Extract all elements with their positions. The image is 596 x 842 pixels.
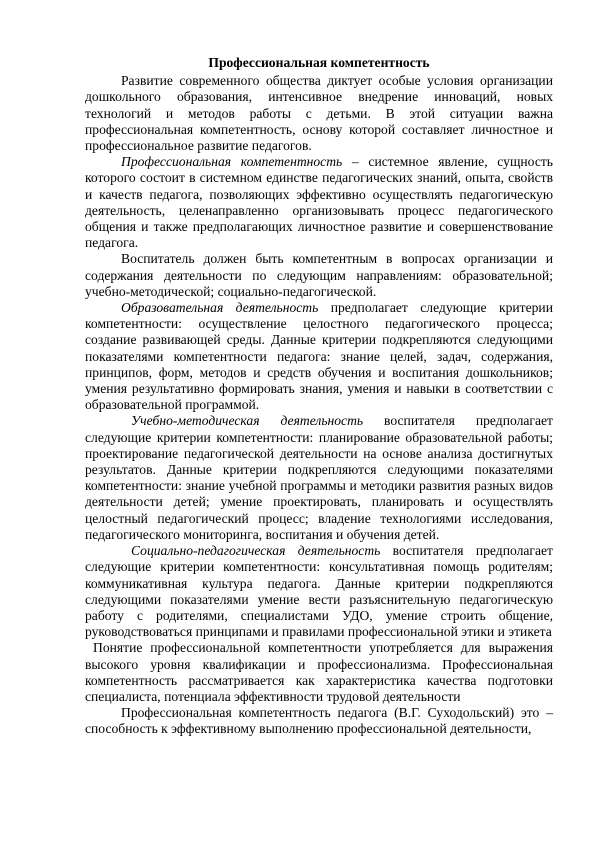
- document-title: Профессиональная компетентность: [208, 55, 430, 70]
- paragraph-social: [85, 543, 553, 640]
- paragraph-educational: [85, 300, 553, 413]
- paragraph-text: предполагает следующие критерии компетентности: осуществление целостного педагогического процесса; создание развивающей среды. Данные критерии подкрепляются следующими показателями компетентности педагога: знание целей, задач, содержания, принципов, форм, методов и средств обучения и воспитания дошкольников; умения результативно формировать знания, умения и навыки в соответствии с образовательной программой.: [85, 300, 553, 413]
- paragraph-intro: [85, 73, 553, 154]
- paragraph-definition: [85, 154, 553, 251]
- paragraph-text: Воспитатель должен быть компетентным в вопросах организации и содержания деятельности по следующим направлениям: образовательной; учебно-методической; социально-педагогической.: [85, 251, 553, 299]
- paragraph-text: воспитателя предполагает следующие критерии компетентности: консультативная помощь родителям; коммуникативная культура педагога. Данные критерии подкрепляются следующими показателями умение вести разъяснительную педагогическую работу с родителями, специалистами УДО, умение строить общение, руководствоваться принципами и правилами профессиональной этики и этикета: [85, 543, 553, 640]
- paragraph-methodological: [85, 413, 553, 543]
- paragraph-text: – системное явление, сущность которого состоит в системном единстве педагогических знаний, опыта, свойств и качеств педагога, позволяющих эффективно осуществлять педагогическую деятельность, целенаправленно организовывать процесс педагогического общения и также предполагающих личностное развитие и совершенствование педагога.: [85, 154, 553, 251]
- term-professional-competence: Профессиональная компетентность: [121, 154, 343, 170]
- paragraph-concept: [85, 640, 553, 705]
- term-methodological-activity: Учебно-методическая деятельность: [131, 413, 364, 429]
- paragraph-text: Профессиональная компетентность педагога (В.Г. Суходольский) это – способность к эффективному выполнению профессиональной деятельности,: [85, 705, 553, 737]
- paragraph-text: Развитие современного общества диктует особые условия организации дошкольного образования, интенсивное внедрение инноваций, новых технологий и методов работы с детьми. В этой ситуации важна профессиональная компетентность, основу которой составляет личностное и профессиональное развитие педагогов.: [85, 73, 553, 154]
- paragraph-sukhodolsky: [85, 705, 553, 737]
- paragraph-text: Понятие профессиональной компетентности употребляется для выражения высокого уровня квалификации и профессионализма. Профессиональная компетентность рассматривается как характеристика качества подготовки специалиста, потенциала эффективности трудовой деятельности: [85, 640, 553, 704]
- paragraph-directions: [85, 251, 553, 300]
- term-social-activity: Социально-педагогическая деятельность: [131, 543, 381, 559]
- paragraph-text: воспитателя предполагает следующие критерии компетентности: планирование образовательной работы; проектирование педагогической деятельности на основе анализа достигнутых результатов. Данные критерии подкрепляются следующими показателями компетентности: знание учебной программы и методики развития разных видов деятельности детей; умение проектировать, планировать и осуществлять целостный педагогический процесс; владение технологиями исследования, педагогического мониторинга, воспитания и обучения детей.: [85, 413, 553, 542]
- term-educational-activity: Образовательная деятельность: [121, 300, 319, 316]
